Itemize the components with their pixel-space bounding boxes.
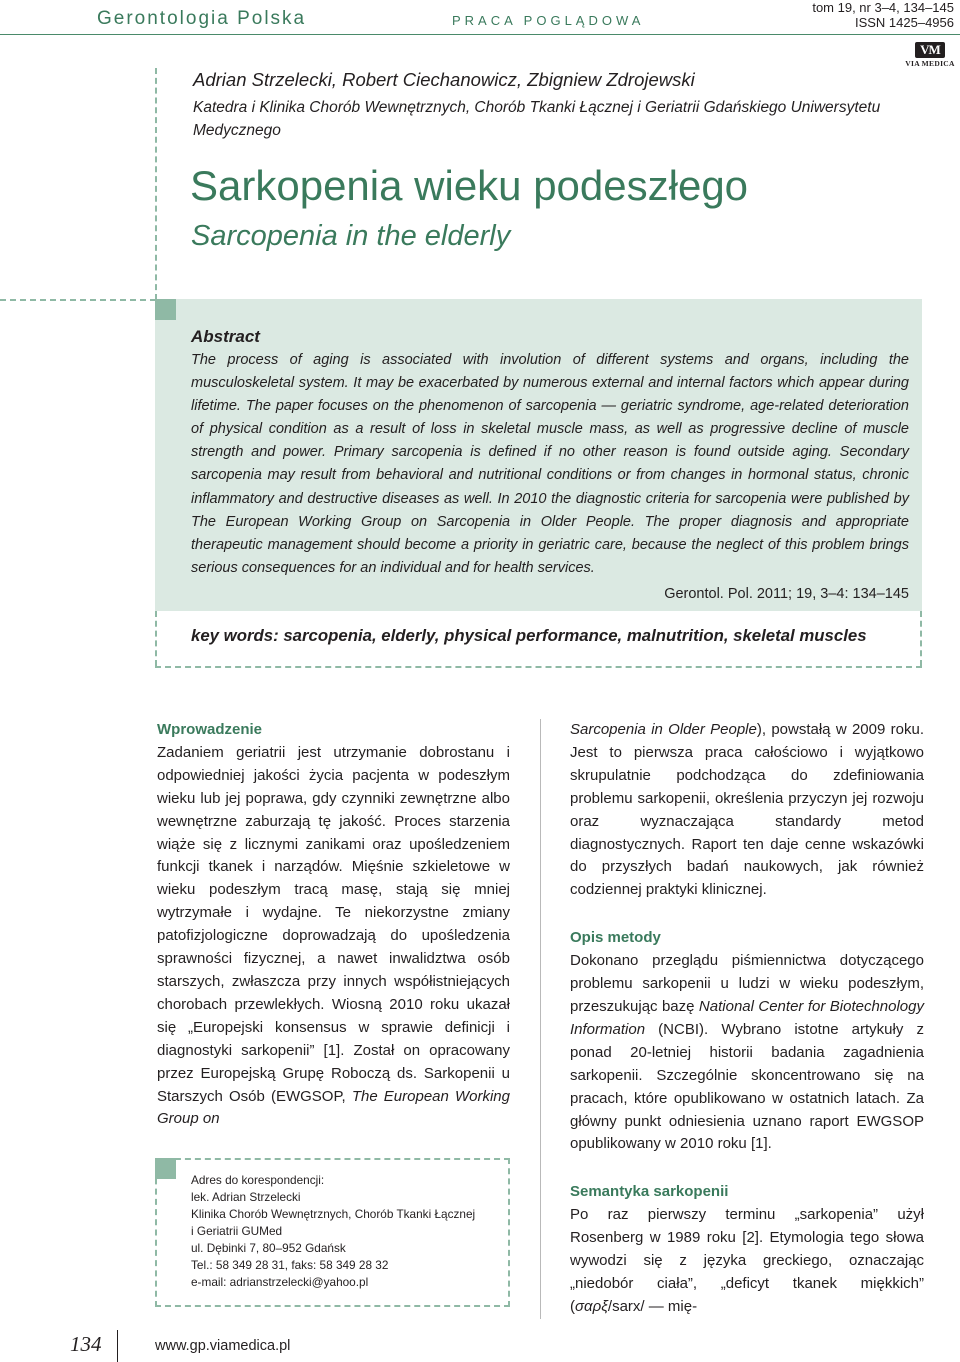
section-heading-methods: Opis metody xyxy=(570,929,661,947)
affiliation: Katedra i Klinika Chorób Wewnętrznych, Chorób Tkanki Łącznej i Geriatrii Gdańskiego Uniwersytetu Medycznego xyxy=(193,99,881,139)
intro-text-italic: The European Working Group on xyxy=(157,1087,510,1128)
article-title: Sarkopenia wieku podeszłego xyxy=(190,162,749,209)
abstract-heading: Abstract xyxy=(191,327,260,346)
correspondence-address: ul. Dębinki 7, 80–952 Gdańsk xyxy=(191,1241,346,1255)
page-number: 134 xyxy=(70,1332,102,1356)
logo-mark: VM xyxy=(915,42,945,58)
abstract-citation: Gerontol. Pol. 2011; 19, 3–4: 134–145 xyxy=(664,585,909,602)
abstract-corner-square xyxy=(155,299,176,320)
left-column xyxy=(157,719,510,1131)
journal-name: Gerontologia Polska xyxy=(97,8,307,29)
correspondence-text xyxy=(191,1172,475,1291)
keywords-right-dash xyxy=(920,611,922,666)
intro-text: Zadaniem geriatrii jest utrzymanie dobrostanu i odpowiedniej jakości życia pacjenta w podeszłym wieku lub jej poprawa, gdy czynniki zewnętrzne albo wewnętrzne zaburzają tę jakość. Proces starzenia wiąże się z licznymi zanikami oraz upośledzeniem funkcji tkanek i narządów. Mięśnie szkieletowe w wieku podeszłym tracą masę, stają się mniej wytrzymałe i wydajne. Te niekorzystne zmiany patofizjologiczne doprowadzają do upośledzenia sprawności fizycznej, a nawet inwalidztwa osób starszych, zwłaszcza przy innych współistniejących chorobach przewlekłych. Wiosną 2010 roku ukazał się „Europejski konsensus w sprawie definicji i diagnostyki sarkopenii” [1]. Został on opracowany przez Europejską Grupę Roboczą ds. Sarkopenii u Starszych Osób (EWGSOP, xyxy=(157,743,510,1105)
correspondence-corner-square xyxy=(155,1158,176,1179)
intro-continued-text: ), powstałą w 2009 roku. Jest to pierwsza praca całościowo i wyjątkowo skrupulatnie podchodząca do zdefiniowania problemu sarkopenii, określenia przyczyn jej rozwoju oraz wyznaczająca standardy metod diagnostycznych. Raport ten daje cenne wskazówki do przyszłych badań naukowych, jak również codziennej praktyki klinicznej. xyxy=(570,721,924,899)
methods-paragraph xyxy=(570,950,924,1156)
paper-type: PRACA POGLĄDOWA xyxy=(452,13,645,28)
footer-url[interactable]: www.gp.viamedica.pl xyxy=(155,1338,291,1354)
correspondence-phone: Tel.: 58 349 28 31, faks: 58 349 28 32 xyxy=(191,1258,389,1272)
volume-line: tom 19, nr 3–4, 134–145 xyxy=(812,0,954,15)
correspondence-name: lek. Adrian Strzelecki xyxy=(191,1190,301,1204)
keywords-left-dash xyxy=(155,611,157,666)
authors: Adrian Strzelecki, Robert Ciechanowicz, Zbigniew Zdrojewski xyxy=(193,69,695,90)
keywords: key words: sarcopenia, elderly, physical performance, malnutrition, skeletal muscles xyxy=(191,626,867,645)
methods-text-italic: National Center for Biotechnology Information xyxy=(570,997,924,1038)
correspondence-label: Adres do korespondencji: xyxy=(191,1173,325,1187)
section-heading-semantics: Semantyka sarkopenii xyxy=(570,1183,729,1201)
footer-rule xyxy=(117,1330,118,1362)
abstract-dashed-leader xyxy=(0,299,156,301)
abstract-text: The process of aging is associated with involution of different systems and organs, including the musculoskeletal system. It may be exacerbated by numerous external and internal factors which appear during lifetime. The paper focuses on the phenomenon of sarcopenia — geriatric syndrome, age-related deterioration of physical condition as a result of loss in skeletal muscle mass, as well as progressive decline of muscle strength and power. Primary sarcopenia is defined if no other reason is found outside aging. Secondary sarcopenia may result from behavioral and nutritional conditions or from changes in hormonal status, chronic inflammatory and destructive diseases as well. In 2010 the diagnostic criteria for sarcopenia were published by The European Working Group on Sarcopenia in Older People. The proper diagnosis and appropriate therapeutic management should become a priority in geriatric care, because the neglect of this problem brings serious consequences for an individual and for health services. xyxy=(191,352,909,576)
volume-info xyxy=(812,0,954,30)
semantics-text: Po raz pierwszy terminu „sarkopenia” użył Rosenberg w 1989 roku [2]. Etymologia tego słowa wywodzi się z języka greckiego, oznaczając „niedobór ciała”, „deficyt tkanek miękkich” ( xyxy=(570,1206,924,1315)
publisher-logo xyxy=(903,42,957,68)
semantics-text-end: /sarx/ — mię- xyxy=(607,1297,698,1315)
semantics-paragraph xyxy=(570,1204,924,1319)
keywords-bottom-dash xyxy=(155,666,922,668)
left-dashed-guide xyxy=(155,68,157,300)
article-title-english: Sarcopenia in the elderly xyxy=(191,220,511,252)
logo-text: VIA MEDICA xyxy=(905,59,955,68)
column-divider xyxy=(540,719,541,1319)
section-heading-introduction: Wprowadzenie xyxy=(157,721,263,738)
correspondence-email[interactable]: e-mail: adrianstrzelecki@yahoo.pl xyxy=(191,1275,369,1289)
methods-text-end: (NCBI). Wybrano istotne artykuły z ponad 20-letniej historii badania zagadnienia sarkopenii. Szczególnie skoncentrowano się na pracach, które opublikowano w ostatnich latach. Za główny punkt odniesienia uznano raport EWGSOP opublikowany w 2010 roku [1]. xyxy=(570,1020,924,1153)
abstract-content xyxy=(191,327,909,602)
correspondence-clinic-2: i Geriatrii GUMed xyxy=(191,1224,283,1238)
intro-paragraph-continued xyxy=(570,719,924,902)
semantics-greek: σαρξ xyxy=(575,1297,608,1315)
header-rule xyxy=(0,34,960,35)
methods-text: Dokonano przeglądu piśmiennictwa dotyczącego problemu sarkopenii u ludzi w wieku podeszłym, przeszukując bazę xyxy=(570,952,924,1015)
intro-paragraph xyxy=(157,742,510,1131)
right-column xyxy=(570,719,924,1319)
issn-line: ISSN 1425–4956 xyxy=(854,15,954,30)
correspondence-clinic: Klinika Chorób Wewnętrznych, Chorób Tkanki Łącznej xyxy=(191,1207,476,1221)
intro-continued-italic: Sarcopenia in Older People xyxy=(570,721,757,738)
